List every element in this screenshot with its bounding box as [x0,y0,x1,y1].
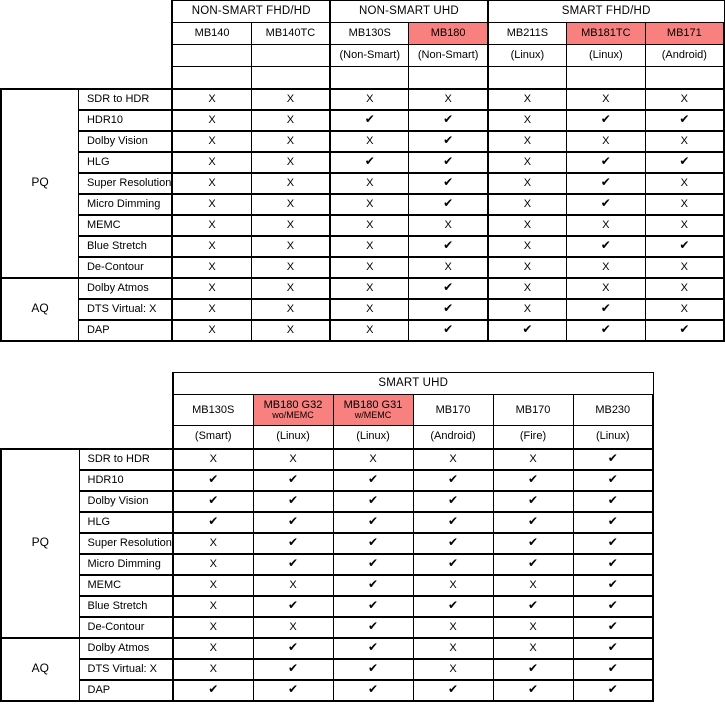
feature-value: X [330,215,409,236]
feature-value: ✔ [409,110,488,131]
feature-label: De-Contour [79,617,173,638]
model-os-header: (Android) [645,45,724,67]
feature-value: X [172,131,251,152]
feature-value: ✔ [566,299,645,320]
feature-label: Dolby Vision [78,131,172,152]
feature-value: X [330,194,409,215]
feature-value: ✔ [409,278,488,299]
feature-label: Blue Stretch [79,596,173,617]
feature-value: X [253,575,333,596]
feature-value: ✔ [253,596,333,617]
table-row [1,89,724,110]
model-header [251,23,330,45]
model-header [172,23,251,45]
feature-value: ✔ [573,449,653,470]
table-row [1,659,653,680]
model-name: MB180 G32 [263,398,323,411]
feature-value: X [493,575,573,596]
feature-value: X [330,131,409,152]
table-row [1,449,653,470]
feature-value: X [173,575,253,596]
feature-label: HDR10 [79,470,173,491]
feature-value: ✔ [566,152,645,173]
feature-value: ✔ [413,512,493,533]
feature-value: X [172,173,251,194]
column-group-header: SMART UHD [173,373,653,395]
table-row [1,491,653,512]
feature-value: ✔ [573,680,653,701]
feature-value: ✔ [253,512,333,533]
feature-label: HLG [79,512,173,533]
model-name: MB171 [666,27,702,40]
feature-value: ✔ [409,236,488,257]
header-left-spacer [1,1,172,89]
feature-value: ✔ [488,320,567,341]
feature-value: X [493,449,573,470]
section-label-pq: PQ [1,449,79,638]
feature-value: ✔ [253,491,333,512]
table-row [1,575,653,596]
column-group-header: SMART FHD/HD [488,1,724,23]
model-name: MB130S [348,27,391,40]
feature-value: X [173,596,253,617]
feature-value: ✔ [253,659,333,680]
feature-value: ✔ [333,659,413,680]
feature-value: ✔ [493,470,573,491]
feature-value: X [333,449,413,470]
feature-value: X [488,89,567,110]
model-header [333,395,413,426]
feature-value: X [330,278,409,299]
feature-label: HLG [78,152,172,173]
feature-label: DAP [78,320,172,341]
feature-value: X [409,257,488,278]
feature-value: X [330,257,409,278]
model-name: MB130S [192,403,235,416]
section-label-aq: AQ [1,638,79,701]
feature-value: X [645,89,724,110]
feature-value: X [566,89,645,110]
feature-value: X [409,89,488,110]
model-os-header: (Linux) [566,45,645,67]
empty-header-cell [409,67,488,89]
feature-value: ✔ [333,617,413,638]
feature-value: ✔ [573,638,653,659]
model-header [330,23,409,45]
feature-value: ✔ [645,110,724,131]
feature-value: X [251,215,330,236]
feature-label: De-Contour [78,257,172,278]
feature-value: X [172,320,251,341]
feature-value: ✔ [566,110,645,131]
feature-value: ✔ [409,131,488,152]
feature-value: X [251,89,330,110]
feature-value: X [566,215,645,236]
feature-value: X [251,278,330,299]
feature-value: ✔ [573,659,653,680]
model-variant: wo/MEMC [272,410,314,421]
feature-value: ✔ [566,173,645,194]
feature-value: X [645,131,724,152]
model-name: MB170 [435,403,471,416]
feature-value: ✔ [330,152,409,173]
feature-value: X [493,617,573,638]
table-row [1,470,653,491]
table-row [1,131,724,152]
comparison-table-fhd-hd-uhd [0,0,725,342]
feature-value: ✔ [493,512,573,533]
feature-value: X [172,152,251,173]
feature-value: ✔ [413,491,493,512]
model-header [566,23,645,45]
table-row [1,173,724,194]
feature-label: Super Resolution [79,533,173,554]
feature-value: ✔ [333,680,413,701]
table-row [1,299,724,320]
table-row [1,278,724,299]
feature-value: X [330,173,409,194]
feature-value: X [488,257,567,278]
feature-value: X [251,299,330,320]
feature-value: X [413,638,493,659]
table-row [1,596,653,617]
feature-value: X [566,278,645,299]
feature-label: SDR to HDR [78,89,172,110]
feature-value: X [173,617,253,638]
feature-value: ✔ [333,512,413,533]
feature-value: X [251,320,330,341]
feature-value: X [330,89,409,110]
feature-value: ✔ [645,236,724,257]
model-header [173,395,253,426]
feature-label: Dolby Atmos [79,638,173,659]
empty-header-cell [330,67,409,89]
model-header [253,395,333,426]
feature-value: X [645,257,724,278]
feature-value: X [488,152,567,173]
feature-value: ✔ [253,680,333,701]
feature-value: ✔ [253,554,333,575]
model-header [645,23,724,45]
feature-value: ✔ [333,533,413,554]
feature-value: X [488,236,567,257]
model-name: MB180 G31 [343,398,403,411]
feature-value: ✔ [413,470,493,491]
model-os-header [251,45,330,67]
model-name: MB170 [515,403,551,416]
feature-value: X [488,215,567,236]
feature-value: X [173,659,253,680]
feature-value: ✔ [173,491,253,512]
feature-value: X [566,131,645,152]
empty-header-cell [172,67,251,89]
feature-value: ✔ [573,491,653,512]
model-header [409,23,488,45]
feature-value: ✔ [333,638,413,659]
feature-value: ✔ [645,152,724,173]
feature-value: ✔ [573,575,653,596]
feature-label: Super Resolution [78,173,172,194]
feature-value: ✔ [566,320,645,341]
feature-value: ✔ [573,617,653,638]
model-os-header [172,45,251,67]
feature-value: ✔ [330,110,409,131]
feature-value: X [645,173,724,194]
feature-label: Micro Dimming [78,194,172,215]
feature-value: ✔ [493,680,573,701]
model-os-header: (Linux) [573,426,653,449]
feature-value: X [172,236,251,257]
section-label-aq: AQ [1,278,78,341]
feature-value: ✔ [493,533,573,554]
model-name: MB140TC [265,27,316,40]
feature-value: X [413,659,493,680]
model-name: MB140 [194,27,230,40]
feature-value: X [413,575,493,596]
table-row [1,257,724,278]
feature-value: ✔ [333,575,413,596]
feature-value: X [566,257,645,278]
feature-value: X [172,89,251,110]
feature-value: X [488,194,567,215]
feature-value: X [251,194,330,215]
feature-value: ✔ [493,596,573,617]
feature-value: X [409,215,488,236]
feature-value: X [251,173,330,194]
feature-value: X [488,173,567,194]
feature-value: X [413,617,493,638]
column-group-header: NON-SMART UHD [330,1,488,23]
feature-value: ✔ [409,299,488,320]
feature-value: ✔ [413,554,493,575]
feature-value: X [172,278,251,299]
feature-value: X [253,617,333,638]
table-row [1,110,724,131]
column-group-header: NON-SMART FHD/HD [172,1,330,23]
feature-value: ✔ [253,533,333,554]
feature-value: ✔ [413,596,493,617]
feature-value: ✔ [413,533,493,554]
feature-value: X [488,299,567,320]
feature-value: X [413,449,493,470]
feature-value: X [645,278,724,299]
feature-value: ✔ [566,236,645,257]
model-name: MB180 [430,27,466,40]
feature-value: X [173,449,253,470]
feature-value: ✔ [409,320,488,341]
feature-value: ✔ [409,152,488,173]
feature-value: ✔ [173,470,253,491]
model-os-header: (Non-Smart) [330,45,409,67]
table-row [1,320,724,341]
feature-value: X [173,533,253,554]
model-os-header: (Linux) [488,45,567,67]
table-row [1,236,724,257]
feature-value: X [251,110,330,131]
feature-value: ✔ [253,638,333,659]
feature-value: ✔ [413,680,493,701]
empty-header-cell [251,67,330,89]
table-row [1,554,653,575]
table-row [1,638,653,659]
model-header [488,23,567,45]
table-row [1,152,724,173]
feature-value: X [330,299,409,320]
model-os-header: (Fire) [493,426,573,449]
feature-label: HDR10 [78,110,172,131]
feature-value: X [493,638,573,659]
table-row [1,533,653,554]
model-name: MB181TC [581,27,631,40]
table-row [1,215,724,236]
feature-value: X [251,152,330,173]
feature-value: X [172,194,251,215]
model-name: MB211S [506,27,549,40]
feature-value: X [172,215,251,236]
feature-value: ✔ [573,512,653,533]
model-os-header: (Linux) [253,426,333,449]
feature-value: X [488,131,567,152]
feature-value: ✔ [573,554,653,575]
feature-value: X [172,110,251,131]
feature-value: X [488,110,567,131]
table-row [1,194,724,215]
feature-value: ✔ [333,554,413,575]
feature-value: ✔ [573,533,653,554]
model-os-header: (Smart) [173,426,253,449]
feature-label: DAP [79,680,173,701]
table-row [1,512,653,533]
comparison-table-smart-uhd [0,372,654,702]
feature-value: ✔ [573,470,653,491]
feature-value: ✔ [493,554,573,575]
model-variant: w/MEMC [354,410,392,421]
feature-value: ✔ [645,320,724,341]
empty-header-cell [488,67,567,89]
feature-label: MEMC [78,215,172,236]
feature-value: X [251,236,330,257]
feature-value: X [251,131,330,152]
model-os-header: (Android) [413,426,493,449]
feature-value: ✔ [566,194,645,215]
feature-value: X [330,320,409,341]
feature-label: SDR to HDR [79,449,173,470]
feature-label: DTS Virtual: X [78,299,172,320]
table-row [1,680,653,701]
empty-header-cell [566,67,645,89]
feature-label: Dolby Vision [79,491,173,512]
feature-value: ✔ [409,194,488,215]
feature-value: ✔ [173,680,253,701]
feature-label: Blue Stretch [78,236,172,257]
model-header [413,395,493,426]
feature-value: X [253,449,333,470]
section-label-pq: PQ [1,89,78,278]
feature-value: X [172,257,251,278]
empty-header-cell [645,67,724,89]
feature-value: X [645,299,724,320]
feature-value: X [251,257,330,278]
feature-value: X [488,278,567,299]
feature-value: X [172,299,251,320]
feature-label: Dolby Atmos [78,278,172,299]
feature-value: X [645,215,724,236]
feature-value: ✔ [333,491,413,512]
model-header [493,395,573,426]
feature-value: ✔ [493,491,573,512]
table-row [1,617,653,638]
feature-value: ✔ [493,659,573,680]
model-name: MB230 [595,403,631,416]
header-left-spacer [1,373,173,449]
feature-value: ✔ [409,173,488,194]
feature-value: ✔ [573,596,653,617]
feature-value: ✔ [253,470,333,491]
feature-value: X [173,638,253,659]
feature-label: DTS Virtual: X [79,659,173,680]
feature-label: Micro Dimming [79,554,173,575]
model-os-header: (Linux) [333,426,413,449]
feature-value: X [645,194,724,215]
feature-value: X [173,554,253,575]
feature-value: ✔ [333,470,413,491]
feature-label: MEMC [79,575,173,596]
model-header [573,395,653,426]
feature-value: ✔ [333,596,413,617]
feature-value: X [330,236,409,257]
model-os-header: (Non-Smart) [409,45,488,67]
feature-value: ✔ [173,512,253,533]
